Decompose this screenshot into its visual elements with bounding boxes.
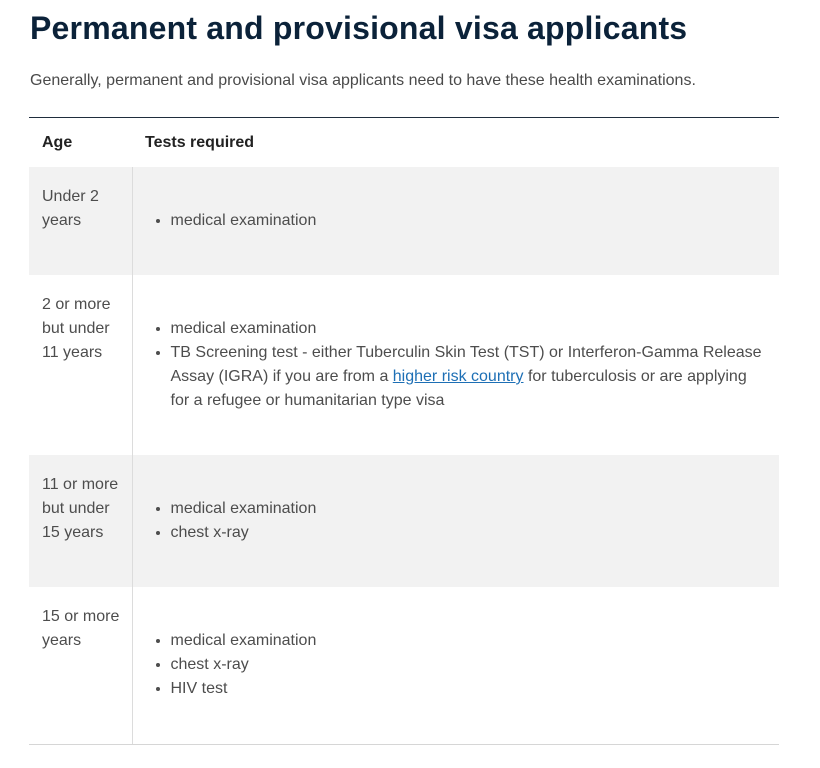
age-cell: 15 or more years: [29, 587, 132, 744]
tests-cell: [132, 275, 779, 455]
tb-text-after: for tuberculosis or are applying for a refugee or humanitarian type visa: [170, 368, 747, 409]
table-row: [29, 275, 779, 455]
test-item: • chest x-ray: [171, 521, 768, 545]
health-exam-table: [29, 117, 779, 745]
column-header-age: Age: [29, 118, 132, 168]
age-cell: 2 or more but under 11 years: [29, 275, 132, 455]
test-item: • medical examination: [171, 209, 768, 233]
tests-cell: [132, 587, 779, 744]
table-row: [29, 455, 779, 587]
tb-screening-item: [171, 341, 768, 413]
tests-list: [147, 209, 768, 233]
tests-list: [147, 629, 768, 701]
tests-list: [147, 317, 768, 413]
tests-cell: [132, 167, 779, 275]
table-row: [29, 167, 779, 275]
table-header-row: [29, 118, 779, 168]
test-item: • chest x-ray: [171, 653, 768, 677]
column-header-tests: Tests required: [132, 118, 779, 168]
test-item: • medical examination: [171, 497, 768, 521]
test-item: • medical examination: [171, 317, 768, 341]
test-item: • HIV test: [171, 677, 768, 701]
higher-risk-country-link[interactable]: higher risk country: [392, 368, 524, 385]
age-cell: Under 2 years: [29, 167, 132, 275]
test-item: • medical examination: [171, 629, 768, 653]
tests-cell: [132, 455, 779, 587]
age-cell: 11 or more but under 15 years: [29, 455, 132, 587]
page-title: Permanent and provisional visa applicants: [30, 10, 688, 46]
tests-list: [147, 497, 768, 545]
tb-text-before: TB Screening test - either Tuberculin Skin Test (TST) or Interferon-Gamma Release Assay (IGRA) if you are from a: [170, 344, 762, 385]
table-row: [29, 587, 779, 744]
intro-text: Generally, permanent and provisional visa applicants need to have these health examinations.: [30, 72, 696, 89]
